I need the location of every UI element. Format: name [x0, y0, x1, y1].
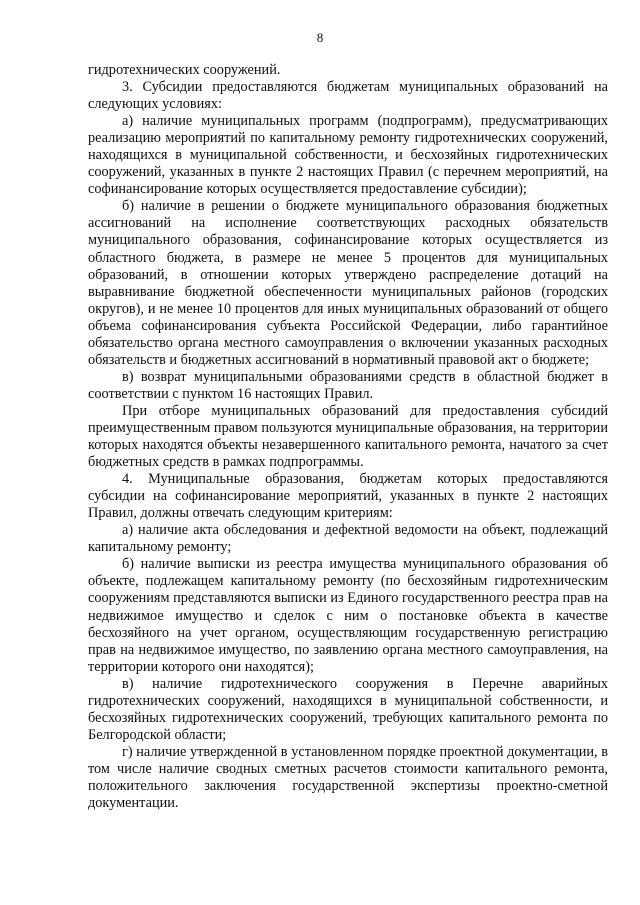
page-number: 8 — [316, 30, 324, 45]
paragraph-continuation: гидротехнических сооружений. — [88, 62, 281, 78]
paragraph-clause-3v: в) возврат муниципальными образованиями средств в областной бюджет в соответствии с пунктом 16 настоящих Правил. — [88, 368, 608, 402]
paragraph-clause-3a: а) наличие муниципальных программ (подпрограмм), предусматривающих реализацию мероприятий по капитальному ремонту гидротехнических сооружений, находящихся в муниципальной собственности, и бесхозяйных гидротехнических сооружений, указанных в пункте 2 настоящих Правил (с перечнем мероприятий, на софинансирование которых осуществляется предоставление субсидии); — [88, 113, 608, 198]
paragraph-selection-priority: При отборе муниципальных образований для предоставления субсидий преимущественным правом пользуются муниципальные образования, на территории которых находятся объекты незавершенного капитального ремонта, начатого за счет бюджетных средств в рамках подпрограммы. — [88, 402, 608, 471]
paragraph-clause-4v: в) наличие гидротехнического сооружения в Перечне аварийных гидротехнических сооружений, находящихся в муниципальной собственности, и бесхозяйных гидротехнических сооружений, требующих капитального ремонта по Белгородской области; — [88, 675, 608, 743]
paragraph-clause-4g: г) наличие утвержденной в установленном порядке проектной документации, в том числе наличие сводных сметных расчетов стоимости капитального ремонта, положительного заключения государственной экспертизы проектно-сметной документации. — [88, 743, 608, 812]
paragraph-clause-3: 3. Субсидии предоставляются бюджетам муниципальных образований на следующих условиях: — [88, 79, 608, 113]
paragraph-clause-4b: б) наличие выписки из реестра имущества муниципального образования об объекте, подлежащем капитальному ремонту (по бесхозяйным гидротехническим сооружениям представляются выписки из Единого государственного реестра прав на недвижимое имущество и сделок с ним о постановке объекта в качестве бесхозяйного на учет органом, осуществляющим государственную регистрацию прав на недвижимое имущество, по заявлению органа местного самоуправления, на территории которого они находятся); — [88, 556, 608, 675]
document-body — [88, 62, 608, 812]
paragraph-clause-4: 4. Муниципальные образования, бюджетам которых предоставляются субсидии на софинансирование мероприятий, указанных в пункте 2 настоящих Правил, должны отвечать следующим критериям: — [88, 471, 608, 522]
paragraph-clause-3b: б) наличие в решении о бюджете муниципального образования бюджетных ассигнований на исполнение соответствующих расходных обязательств муниципального образования, софинансирование которых осуществляется из областного бюджета, в размере не менее 5 процентов для муниципальных образований, в отношении которых утверждено распределение дотаций на выравнивание бюджетной обеспеченности муниципальных районов (городских округов), и не менее 10 процентов для иных муниципальных образований от общего объема софинансирования субъекта Российской Федерации, либо гарантийное обязательство органа местного самоуправления о включении указанных расходных обязательств и бюджетных ассигнований в нормативный правовой акт о бюджете; — [88, 198, 608, 368]
paragraph-clause-4a: а) наличие акта обследования и дефектной ведомости на объект, подлежащий капитальному ремонту; — [88, 522, 608, 556]
